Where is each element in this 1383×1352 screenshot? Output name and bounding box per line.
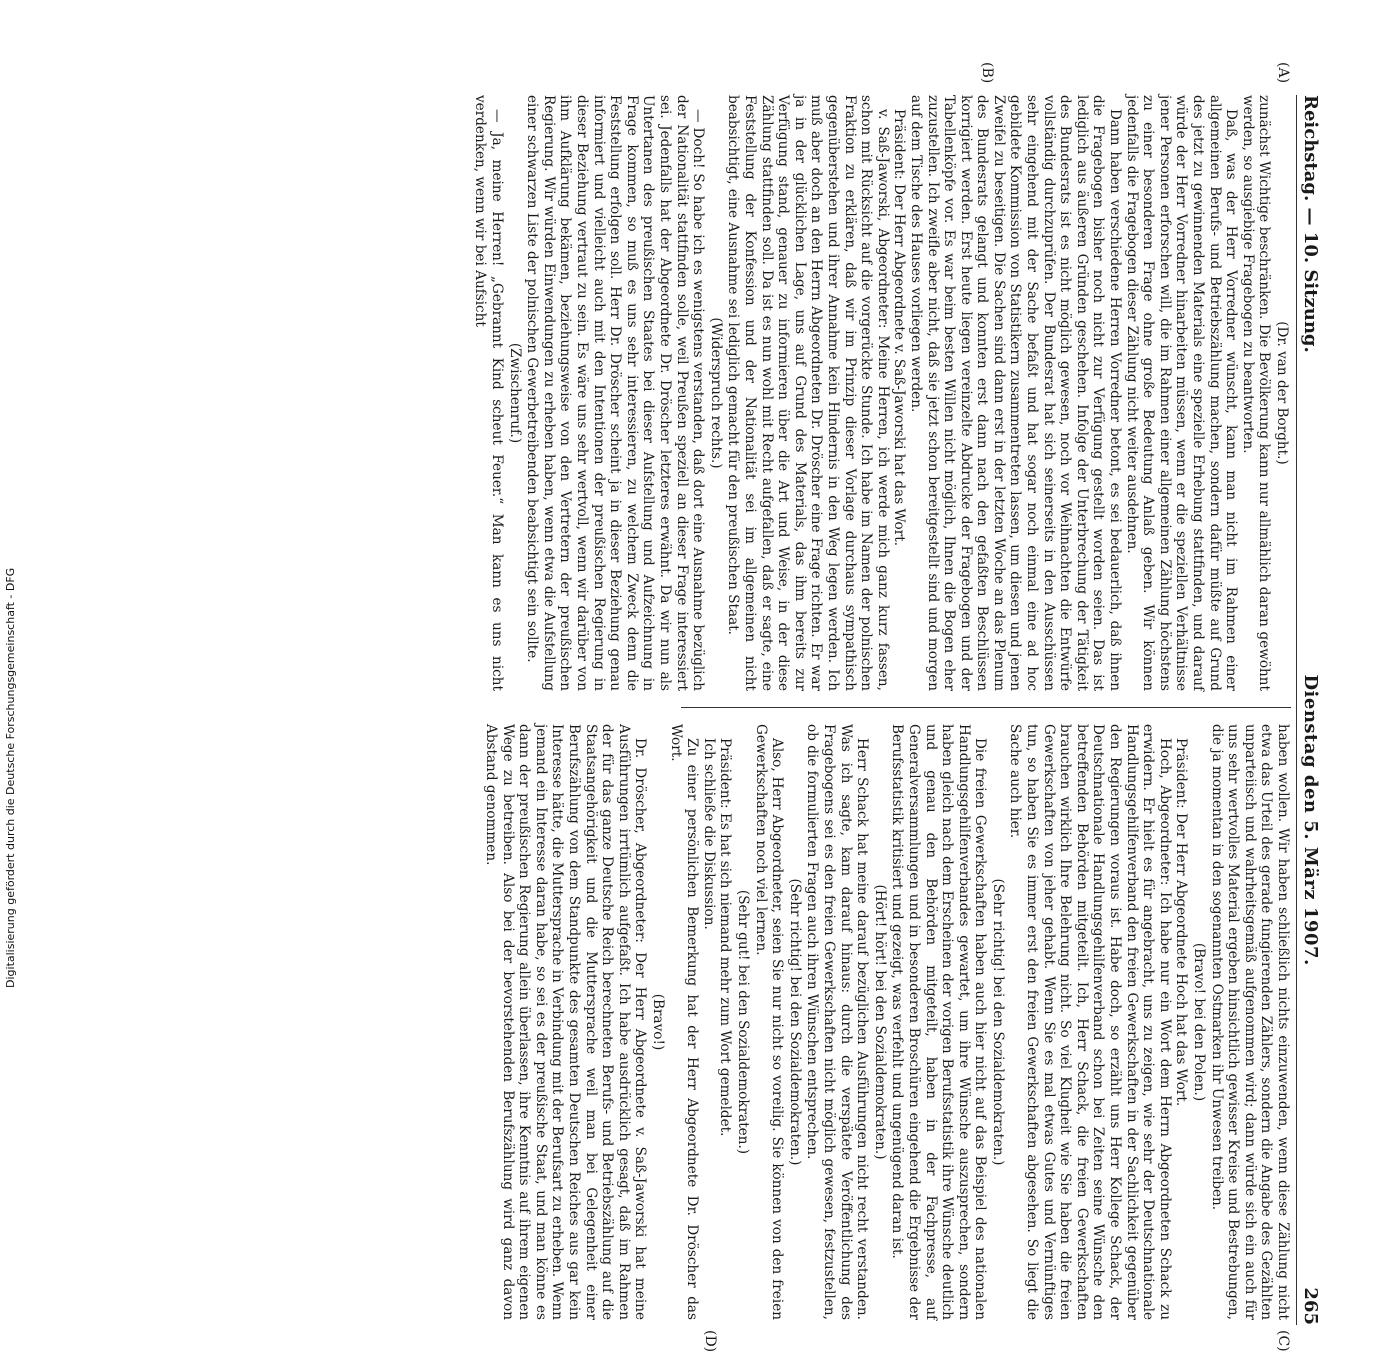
speaker-paragraph: Präsident: Der Herr Abgeordnete v. Saß-Jaworski hat das Wort. <box>891 109 908 547</box>
page-footer <box>0 0 22 1000</box>
speaker-resume: (Dr. van der Borght.) <box>1274 321 1290 465</box>
left-column <box>472 95 1291 691</box>
paragraph: Dann haben verschiedene Herren Vorredner betont, es sei bedauerlich, daß ihnen die Fragebogen bisher noch nicht zur Verfügung gestellt worden seien. Das ist lediglich aus äußeren Gründen geschehen. Infolge der Unterbrechung der Tätigkeit des Bundesrats ist es nicht möglich gewesen, noch vor Weihnachten die Entwürfe vollständig durchzuprüfen. Der Bundesrat hat sich seinerseits in den Ausschüssen sehr eingehend mit der Sache befaßt und hat sogar noch einmal eine ad hoc gebildete Kommission von Statistikern zusammentreten lassen, um diesen und jenen Zweifel zu beseitigen. Die Sachen sind dann erst in der letzten Woche an das Plenum des Bundesrats gelangt und konnten erst dann nach den gefaßten Beschlüssen korrigiert werden. Erst heute liegen vereinzelte Abdrucke der Fragebogen und der Tabellenköpfe vor. Es war beim besten Willen nicht möglich, Ihnen die Bogen eher zuzustellen. Ich zweifle aber nicht, daß sie jetzt schon bereitgestellt sind und morgen auf dem Tische des Hauses vorliegen werden. <box>907 95 1124 691</box>
paragraph: Herr Schack hat meine darauf bezüglichen Ausführungen nicht recht verstanden. Was ich sagte, kam darauf hinaus: durch die verspätete Veröffentlichung des Fragebogens sei es den freien Gewerkschaften nicht möglich gewesen, festzustellen, ob die formulierten Fragen auch ihren Wünschen entsprechen. <box>804 724 871 1320</box>
interjection: (Hört! hört! bei den Sozialdemokraten.) <box>871 884 888 1160</box>
interjection: (Bravo!) <box>650 993 667 1051</box>
interjection: (Sehr gut! bei den Sozialdemokraten.) <box>735 889 751 1155</box>
paragraph: — Ja, meine Herren! „Gebrannt Kind scheut Feuer.“ Man kann es uns nicht verdenken, wenn wir bei Aufsicht <box>472 95 506 691</box>
interjection: (Widerspruch rechts.) <box>707 317 724 469</box>
header-date: Dienstag den 5. März 1907. <box>1300 674 1322 966</box>
margin-mark-c: (C) <box>1275 1330 1291 1352</box>
interjection: (Zwischenruf.) <box>506 342 523 444</box>
speaker-paragraph: v. Saß-Jaworski, Abgeordneter: Meine Herren, ich werde mich ganz kurz fassen, schon mit Rücksicht auf die vorgerückte Stunde. Ich habe im Namen der polnischen Fraktion zu erklären, daß wir im Prinzip dieser Vorlage durchaus sympathisch gegenüberstehen und ihrer Annahme kein Hindernis in den Weg legen werden. Ich muß aber doch an den Herrn Abgeordneten Dr. Dröscher eine Frage richten. Er war ja in der glücklichen Lage, uns auf Grund des Materials, das ihm bereits zur Verfügung stand, genauer zu informieren über die Art und Weise, in der diese Zählung stattfinden soll. Da ist es nun wohl mit Recht aufgefallen, daß er sagte, eine Feststellung der Konfession und der Nationalität sei im allgemeinen nicht beabsichtigt, eine Ausnahme sei lediglich gemacht für den preußischen Staat. <box>725 95 891 691</box>
paragraph: Zu einer persönlichen Bemerkung hat der Herr Abgeordnete Dr. Dröscher das Wort. <box>667 724 701 1320</box>
interjection: (Bravo! bei den Polen.) <box>1191 942 1208 1102</box>
paragraph: haben wollen. Wir haben schließlich nichts einzuwenden, wenn diese Zählung nicht etwa das Urteil des gerade fungierenden Zählers, sondern die Angabe des Gezählten unparteiisch und wahrheitsgemäß aufgenommen wird; dann würde sich ein auch für uns sehr wertvolles Material ergeben hinsichtlich gewisser Kreise und Bestrebungen, die ja momentan in den sogenannten Ostmarken ihr Unwesen treiben. <box>1208 724 1291 1320</box>
paragraph: Ich schließe die Diskussion. <box>700 738 717 930</box>
paragraph: Daß, was der Herr Vorredner wünscht, kann man nicht im Rahmen einer allgemeinen Berufs- und Betriebszählung machen, sondern dafür müßte auf Grund des jetzt zu gewinnenden Materials eine spezielle Erhebung stattfinden, und darauf würde der Herr Vorredner hinarbeiten müssen, wenn er die speziellen Verhältnisse jener Personen erforschen will, die im Rahmen einer allgemeinen Zählung höchstens zu einer besonderen Frage ohne große Bedeutung Anlaß geben. Wir können jedenfalls die Fragebogen dieser Zählung nicht weiter ausdehnen. <box>1123 95 1240 691</box>
paragraph: Die freien Gewerkschaften haben auch hier nicht auf das Beispiel des nationalen Handlungsgehilfenverbandes gewartet, um ihre Wünsche auszusprechen, sondern haben gleich nach dem Erscheinen der vorigen Berufsstatistik ihre Wünsche deutlich und genau den Behörden mitgeteilt, haben in der Fachpresse, auf Generalversammlungen und in besonderen Broschüren eingehend die Ergebnisse der Berufsstatistik kritisiert und gezeigt, was verfehlt und ungenügend daran ist. <box>889 724 989 1320</box>
paragraph: — Doch! So habe ich es wenigstens verstanden, daß dort eine Ausnahme bezüglich der Nationalität stattfinden solle, weil Preußen speziell an dieser Frage interessiert sei. Jedenfalls hat der Abgeordnete Dr. Dröscher letzteres erwähnt. Da wir nun als Untertanen des preußischen Staates bei dieser Aufstellung und Aufzeichnung in Frage kommen, so muß es uns sehr interessieren, zu welchem Zweck denn die Feststellung erfolgen soll. Herr Dr. Dröscher scheint ja in dieser Beziehung genau informiert und vielleicht auch mit den Intentionen der preußischen Regierung in dieser Beziehung vertraut zu sein. Es wäre uns sehr wertvoll, wenn wir darüber von ihm Aufklärung bekämen, beziehungsweise von den Vertretern der preußischen Regierung. Wir würden Einwendungen zu erheben haben, wenn etwa die Aufstellung einer schwarzen Liste der polnischen Gewerbetreibenden beabsichtigt sein sollte. <box>524 95 707 691</box>
speaker-paragraph: Hoch, Abgeordneter: Ich habe nur ein Wort dem Herrn Abgeordneten Schack zu erwidern. Er hielt es für angebracht, uns zu zeigen, wie sehr der Deutschnationale Handlungsgehilfenverband den freien Gewerkschaften in der Sachlichkeit gegenüber den Regierungen voraus ist. Habe doch, so erzählt uns Herr Kollege Schack, der Deutschnationale Handlungsgehilfenverband schon bei Zeiten seine Wünsche den betreffenden Behörden mitgeteilt. Ich, Herr Schack, die freien Gewerkschaften brauchen wirklich Ihre Belehrung nicht. So viel Klugheit wie Sie haben die freien Gewerkschaften von jeher gehabt. Wenn Sie es mal etwas Gutes und Vernünftiges tun, so haben Sie es immer erst den freien Gewerkschaften abgesehen. So liegt die Sache auch hier. <box>1007 724 1173 1320</box>
margin-mark-b: (B) <box>979 62 995 84</box>
margin-mark-d: (D) <box>702 1330 718 1352</box>
footer-text: Digitalisierung gefördert durch die Deutsche Forschungsgemeinschaft - DFG <box>4 567 17 988</box>
paragraph: Also, Herr Abgeordneter, seien Sie nur nicht so voreilig. Sie können von den freien Gewerkschaften noch viel lernen. <box>752 724 786 1320</box>
interjection: (Sehr richtig! bei den Sozialdemokraten.) <box>989 878 1006 1166</box>
right-column <box>483 724 1292 1320</box>
column-divider <box>681 707 1291 708</box>
page-number: 265 <box>1300 1287 1322 1325</box>
speaker-paragraph: Präsident: Der Herr Abgeordnete Hoch hat das Wort. <box>1173 738 1190 1107</box>
header-left: Reichstag. — 10. Sitzung. <box>1300 95 1322 353</box>
speaker-paragraph: Präsident: Es hat sich niemand mehr zum Wort gemeldet. <box>717 738 734 1137</box>
page-header <box>1296 95 1325 1325</box>
speaker-paragraph: Dr. Dröscher, Abgeordneter: Der Herr Abgeordnete v. Saß-Jaworski hat meine Ausführungen irrtümlich aufgefaßt. Ich habe ausdrücklich gesagt, daß im Rahmen der für das ganze Deutsche Reich berechneten Berufs- und Betriebszählung auf die Staatsangehörigkeit und die Muttersprache weil man bei Gelegenheit einer Berufszählung von dem Standpunkte des gesamten Deutschen Reiches aus gar kein Interesse hätte, die Muttersprache in Verbindung mit der Berufsart zu erheben. Wenn jemand ein Interesse daran habe, so sei es der preußische Staat, und man könne es dann der preußischen Regierung allein überlassen, ihre Kenntnis auf ihrem eigenen Wege zu betreiben. Also bei der bevorstehenden Berufszählung wird ganz davon Abstand genommen. <box>483 724 649 1320</box>
paragraph: zunächst Wichtige beschränken. Die Bevölkerung kann nur allmählich daran gewöhnt werden, so ausgiebige Fragebogen zu beantworten. <box>1239 95 1273 691</box>
interjection: (Sehr richtig! bei den Sozialdemokraten.) <box>786 878 803 1166</box>
margin-mark-a: (A) <box>1275 62 1291 84</box>
